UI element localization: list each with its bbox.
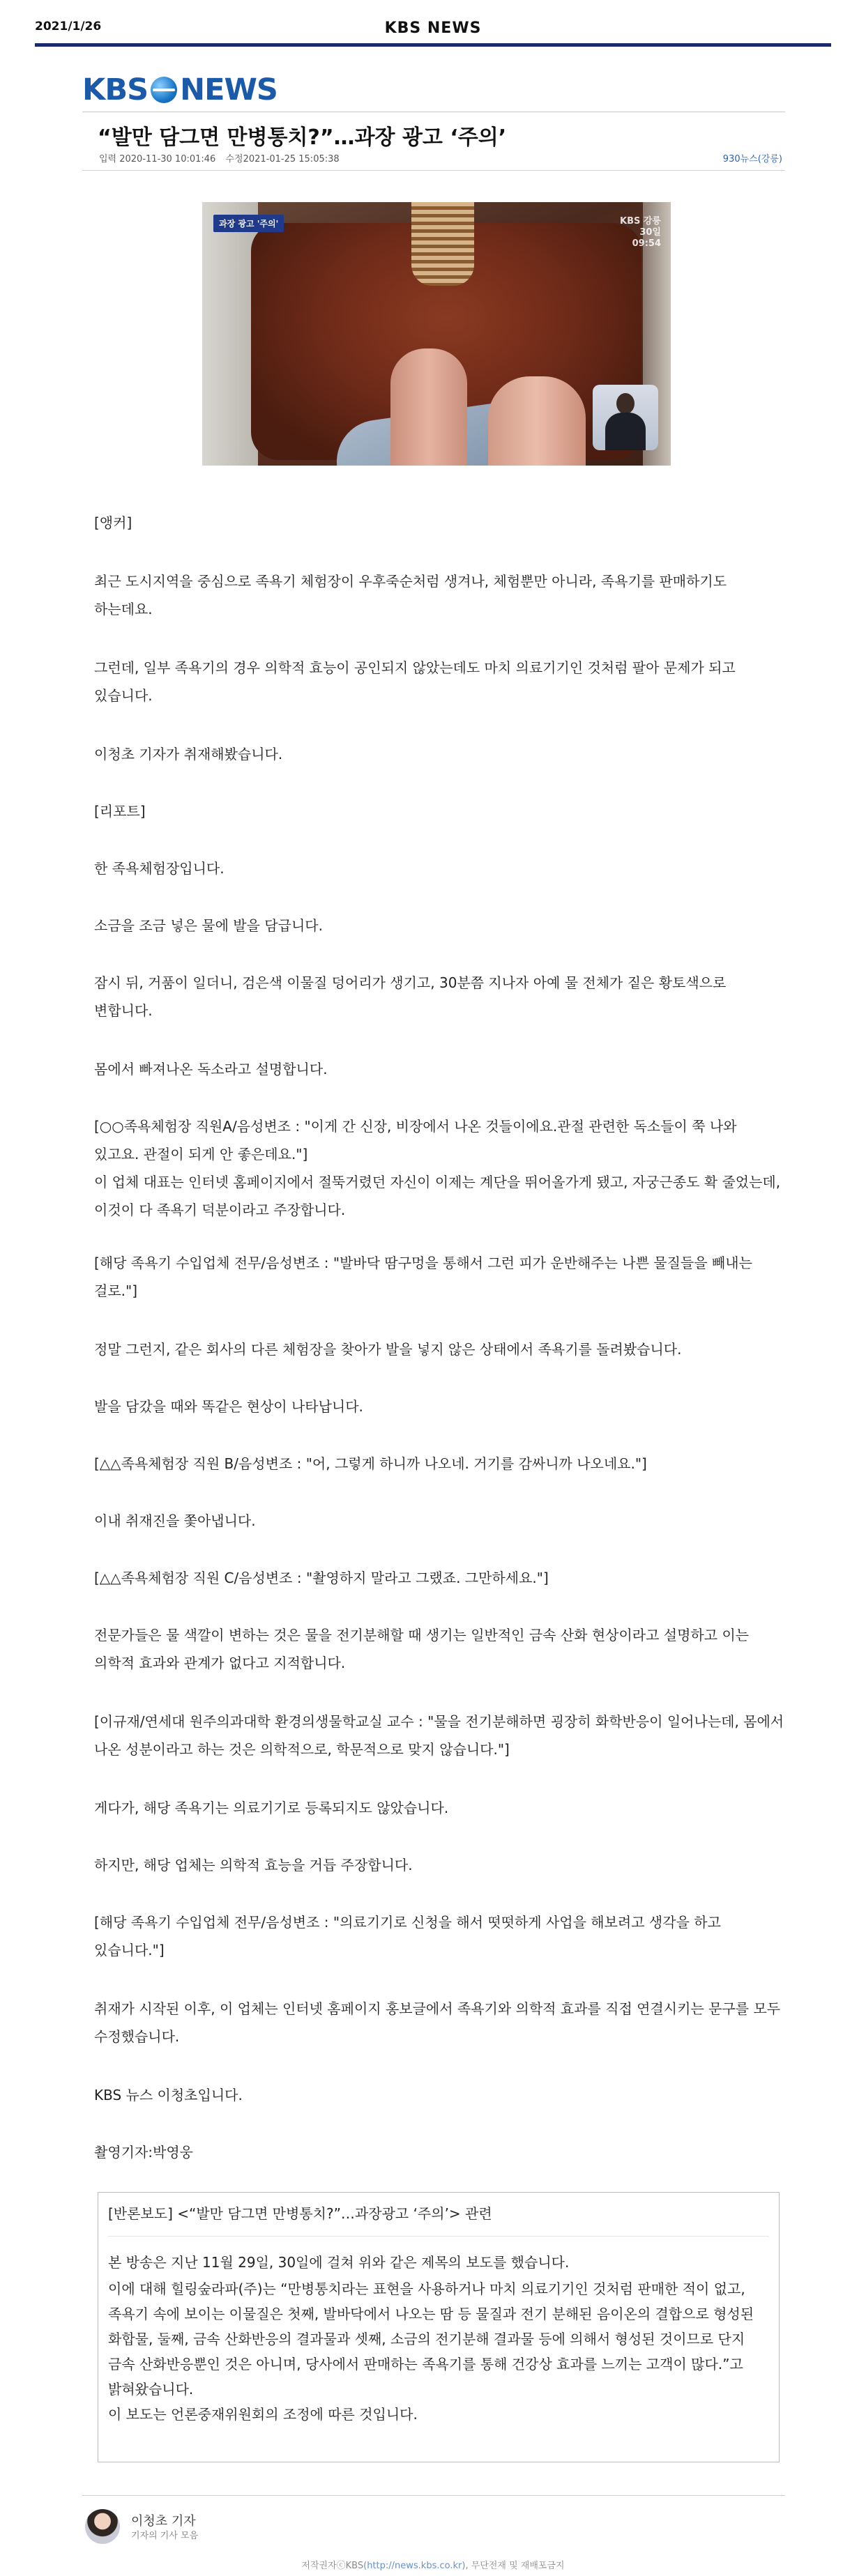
paragraph: [리포트] <box>94 803 146 820</box>
article-headline: “발만 담그면 만병통치?”…과장 광고 ‘주의’ <box>98 125 507 150</box>
photographer-credit: 촬영기자:박영웅 <box>94 2144 193 2161</box>
sign-language-interpreter <box>593 385 658 450</box>
divider <box>82 170 785 171</box>
paragraph: 게다가, 해당 족욕기는 의료기기로 등록되지도 않았습니다. <box>94 1800 449 1816</box>
paragraph: 그런데, 일부 족욕기의 경우 의학적 효능이 공인되지 않았는데도 마치 의료기기인 것처럼 팔아 문제가 되고 있습니다. <box>94 659 736 704</box>
correction-title: [반론보도] <“발만 담그면 만병통치?”…과장광고 ‘주의’> 관련 <box>108 2205 492 2222</box>
paragraph: 이청초 기자가 취재해봤습니다. <box>94 746 283 762</box>
globe-icon <box>151 77 177 103</box>
created-date: 입력 2020-11-30 10:01:46 <box>99 154 216 164</box>
program-link[interactable]: 930뉴스(강릉) <box>722 154 782 164</box>
quote-paragraph: [△△족욕체험장 직원 B/음성변조 : "어, 그렇게 하니까 나오네. 거기를 감싸니까 나오네요."] <box>94 1455 647 1472</box>
print-date: 2021/1/26 <box>35 20 102 33</box>
author-name[interactable]: 이청초 기자 <box>131 2514 196 2529</box>
kbs-news-logo[interactable] <box>82 72 278 108</box>
print-site-title: KBS NEWS <box>384 20 482 37</box>
logo-kbs-text: KBS <box>82 72 149 107</box>
logo-news-text: NEWS <box>180 72 278 107</box>
paragraph: 취재가 시작된 이후, 이 업체는 인터넷 홈페이지 홍보글에서 족욕기와 의학적 효과를 직접 연결시키는 문구를 모두 수정했습니다. <box>94 2000 781 2045</box>
quote-paragraph: [△△족욕체험장 직원 C/음성변조 : "촬영하지 말라고 그랬죠. 그만하세요."] <box>94 1570 549 1586</box>
correction-paragraph: 본 방송은 지난 11월 29일, 30일에 걸쳐 위와 같은 제목의 보도를 했습니다. <box>108 2254 570 2271</box>
paragraph: 발을 담갔을 때와 똑같은 현상이 나타납니다. <box>94 1398 363 1415</box>
paragraph: 이 업체 대표는 인터넷 홈페이지에서 절뚝거렸던 자신이 이제는 계단을 뛰어올가게 됐고, 자궁근종도 확 줄었는데, 이것이 다 족욕기 덕분이라고 주장합니다. <box>94 1174 781 1218</box>
paragraph: 소금을 조금 넣은 물에 발을 담급니다. <box>94 917 323 934</box>
quote-paragraph: [이규재/연세대 원주의과대학 환경의생물학교실 교수 : "물을 전기분해하면 굉장히 화학반응이 일어나는데, 몸에서 나온 성분이라고 하는 것은 의학적으로, 학문적으로 맞지 않습니다."] <box>94 1713 784 1758</box>
paragraph: 몸에서 빠져나온 독소라고 설명합니다. <box>94 1061 328 1078</box>
paragraph: 한 족욕체험장입니다. <box>94 860 225 877</box>
print-header-rule <box>35 43 831 47</box>
paragraph: 최근 도시지역을 중심으로 족욕기 체험장이 우후죽순처럼 생겨나, 체험뿐만 아니라, 족욕기를 판매하기도 하는데요. <box>94 573 727 618</box>
author-articles-link[interactable]: 기자의 기사 모음 <box>131 2531 199 2541</box>
correction-notice-box <box>98 2192 780 2462</box>
quote-paragraph: [○○족욕체험장 직원A/음성변조 : "이게 간 신장, 비장에서 나온 것들이에요.관절 관련한 독소들이 쭉 나와 있고요. 관절이 되게 안 좋은데요."] <box>94 1118 737 1163</box>
article-meta <box>99 151 347 164</box>
paragraph: 전문가들은 물 색깔이 변하는 것은 물을 전기분해할 때 생기는 일반적인 금속 산화 현상이라고 설명하고 이는 의학적 효과와 관계가 없다고 지적합니다. <box>94 1627 750 1671</box>
paragraph: 이내 취재진을 쫓아냅니다. <box>94 1512 256 1529</box>
correction-paragraph: 이에 대해 힐링숲라파(주)는 “만병통치라는 표현을 사용하거나 마치 의료기기인 것처럼 판매한 적이 없고, 족욕기 속에 보이는 이물질은 첫째, 발바닥에서 나오는 땀 등 물질과 전기 분해된 음이온의 결합으로 형성된 화합물, 둘째, 금속 산화반응의 결과물과 셋째, 소금의 전기분해 결과물 등에 의해서 형성된 것이므로 단지 금속 산화반응뿐인 것은 아니며, 당사에서 판매하는 족욕기를 통해 건강상 효과를 느끼는 고객이 많다.”고 밝혀왔습니다. 이 보도는 언론중재위원회의 조정에 따른 것입니다. <box>108 2280 754 2423</box>
video-caption-tag: 과장 광고 '주의' <box>213 215 284 232</box>
print-header <box>35 20 831 42</box>
copyright-link[interactable]: (http://news.kbs.co.kr) <box>363 2561 466 2571</box>
quote-paragraph: [해당 족욕기 수입업체 전무/음성변조 : "의료기기로 신청을 해서 떳떳하게 사업을 해보려고 생각을 하고 있습니다."] <box>94 1914 721 1958</box>
paragraph: KBS 뉴스 이청초입니다. <box>94 2087 243 2103</box>
author-avatar[interactable] <box>85 2509 120 2544</box>
modified-date: 수정2021-01-25 15:05:38 <box>225 154 340 164</box>
quote-paragraph: [해당 족욕기 수입업체 전무/음성변조 : "발바닥 땀구멍을 통해서 그런 피가 운반해주는 나쁜 물질들을 빼내는 걸로."] <box>94 1255 752 1299</box>
paragraph: [앵커] <box>94 514 132 531</box>
paragraph: 하지만, 해당 업체는 의학적 효능을 거듭 주장합니다. <box>94 1857 413 1873</box>
paragraph: 정말 그런지, 같은 회사의 다른 체험장을 찾아가 발을 넣지 않은 상태에서 족욕기를 돌려봤습니다. <box>94 1341 682 1358</box>
video-thumbnail[interactable] <box>202 202 671 466</box>
video-channel-bug: KBS 강릉 30일 09:54 <box>620 216 661 249</box>
divider <box>82 2495 785 2496</box>
paragraph: 잠시 뒤, 거품이 일더니, 검은색 이물질 덩어리가 생기고, 30분쯤 지나자 아예 물 전체가 짙은 황토색으로 변합니다. <box>94 974 727 1019</box>
copyright-notice: 저작권자ⓒKBS(http://news.kbs.co.kr), 무단전재 및 재배포금지 <box>301 2561 565 2571</box>
